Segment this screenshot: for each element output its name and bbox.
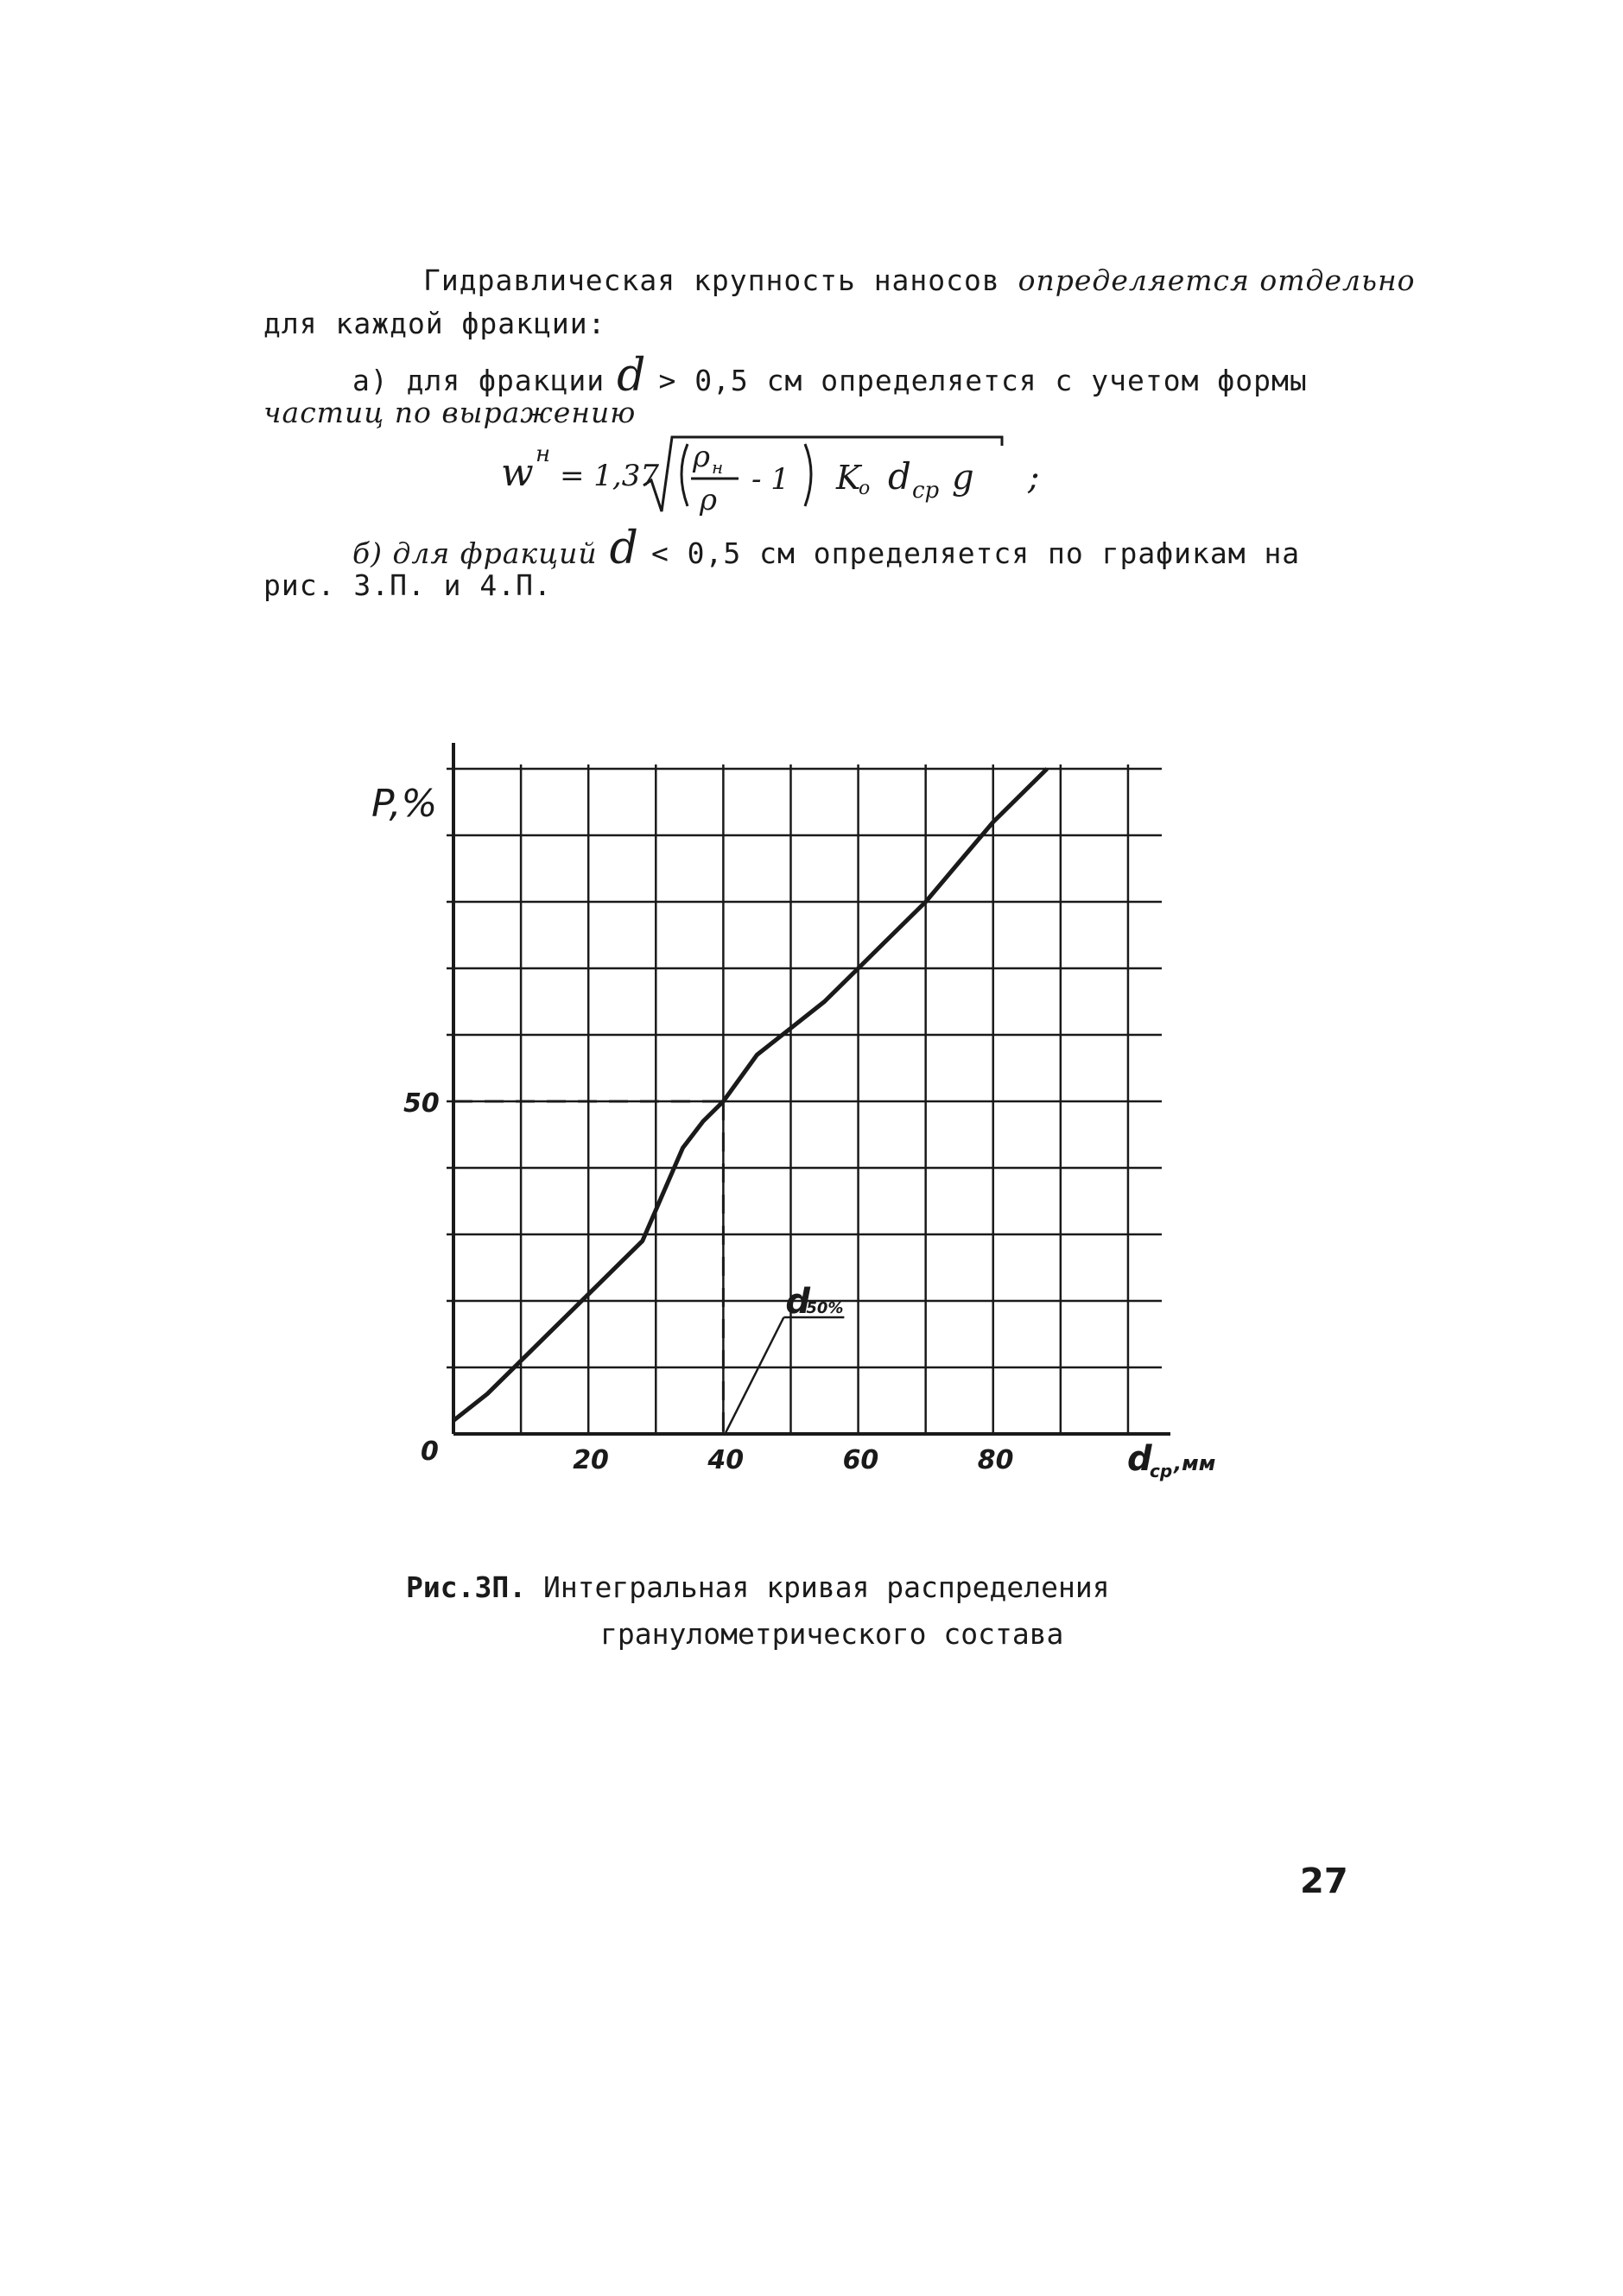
formula-d: d — [888, 455, 911, 498]
formula-lhs: w — [501, 451, 534, 495]
item-b-line-1 — [352, 523, 1300, 574]
origin-label: 0 — [421, 1437, 439, 1467]
item-b-suffix: < 0,5 см определяется по графикам на — [650, 536, 1301, 570]
x-tick-label: 60 — [842, 1445, 879, 1475]
x-tick-label: 40 — [707, 1445, 745, 1475]
y-tick-label: 50 — [403, 1088, 440, 1119]
formula-k0: K — [836, 459, 861, 497]
item-b-symbol: d — [609, 523, 639, 574]
figure-caption-prefix: Рис.3П. — [406, 1570, 527, 1604]
formula-d-sub: cp — [912, 478, 940, 504]
formula-lhs-sup: н — [536, 441, 551, 467]
formula-rho-n: ρ — [693, 440, 710, 474]
y-axis-label: P,% — [371, 782, 438, 826]
granulometric-curve-chart — [371, 734, 1227, 1512]
intro-italic-text: определяется отдельно — [1018, 263, 1416, 297]
annotation-leader-line — [725, 1317, 783, 1434]
chart-labels — [371, 782, 1215, 1481]
page-number: 27 — [1300, 1862, 1348, 1901]
distribution-curve — [453, 769, 1047, 1421]
intro-line-1 — [423, 263, 1416, 297]
formula-minus-one: - 1 — [751, 462, 789, 497]
item-a-symbol: d — [617, 350, 647, 402]
formula-rho: ρ — [700, 483, 717, 517]
intro-text: Гидравлическая крупность наносов — [423, 263, 1018, 297]
formula-paren-right — [805, 444, 811, 506]
item-a-prefix: а) для фракции — [352, 364, 605, 397]
chart-axes — [453, 743, 1170, 1434]
formula-paren-left — [682, 444, 688, 506]
item-a-line-2: частиц по выражению — [263, 396, 637, 429]
intro-line-2: для каждой фракции: — [263, 307, 606, 340]
x-axis-label: d — [1127, 1439, 1152, 1479]
figure-caption-title: Интегральная кривая распределения — [526, 1570, 1110, 1604]
item-b-prefix: б) для фракций — [352, 536, 598, 570]
formula-rho-n-sub: н — [712, 457, 724, 478]
reference-annotation: d — [785, 1282, 811, 1322]
figure-caption-line-2: гранулометрического состава — [600, 1617, 1064, 1651]
reference-lines — [453, 1101, 844, 1434]
item-a-line-1 — [352, 350, 1308, 402]
formula-tail: ; — [1028, 458, 1040, 498]
x-tick-label: 80 — [977, 1445, 1014, 1475]
item-b-line-2: рис. 3.П. и 4.П. — [263, 568, 552, 602]
figure-caption-line-1 — [406, 1570, 1110, 1604]
formula-eq: = 1,37 — [560, 459, 659, 493]
item-a-suffix: > 0,5 см определяется с учетом формы — [658, 364, 1308, 397]
formula-k0-sub: o — [859, 478, 871, 499]
x-tick-label: 20 — [573, 1445, 609, 1475]
reference-annotation-sub: 50% — [806, 1299, 844, 1317]
x-axis-label-sub: cp — [1150, 1461, 1173, 1481]
chart-grid — [447, 764, 1162, 1434]
x-axis-unit-label: ,мм — [1174, 1451, 1216, 1475]
settling-velocity-formula — [492, 432, 1149, 518]
formula-g: g — [952, 458, 974, 498]
